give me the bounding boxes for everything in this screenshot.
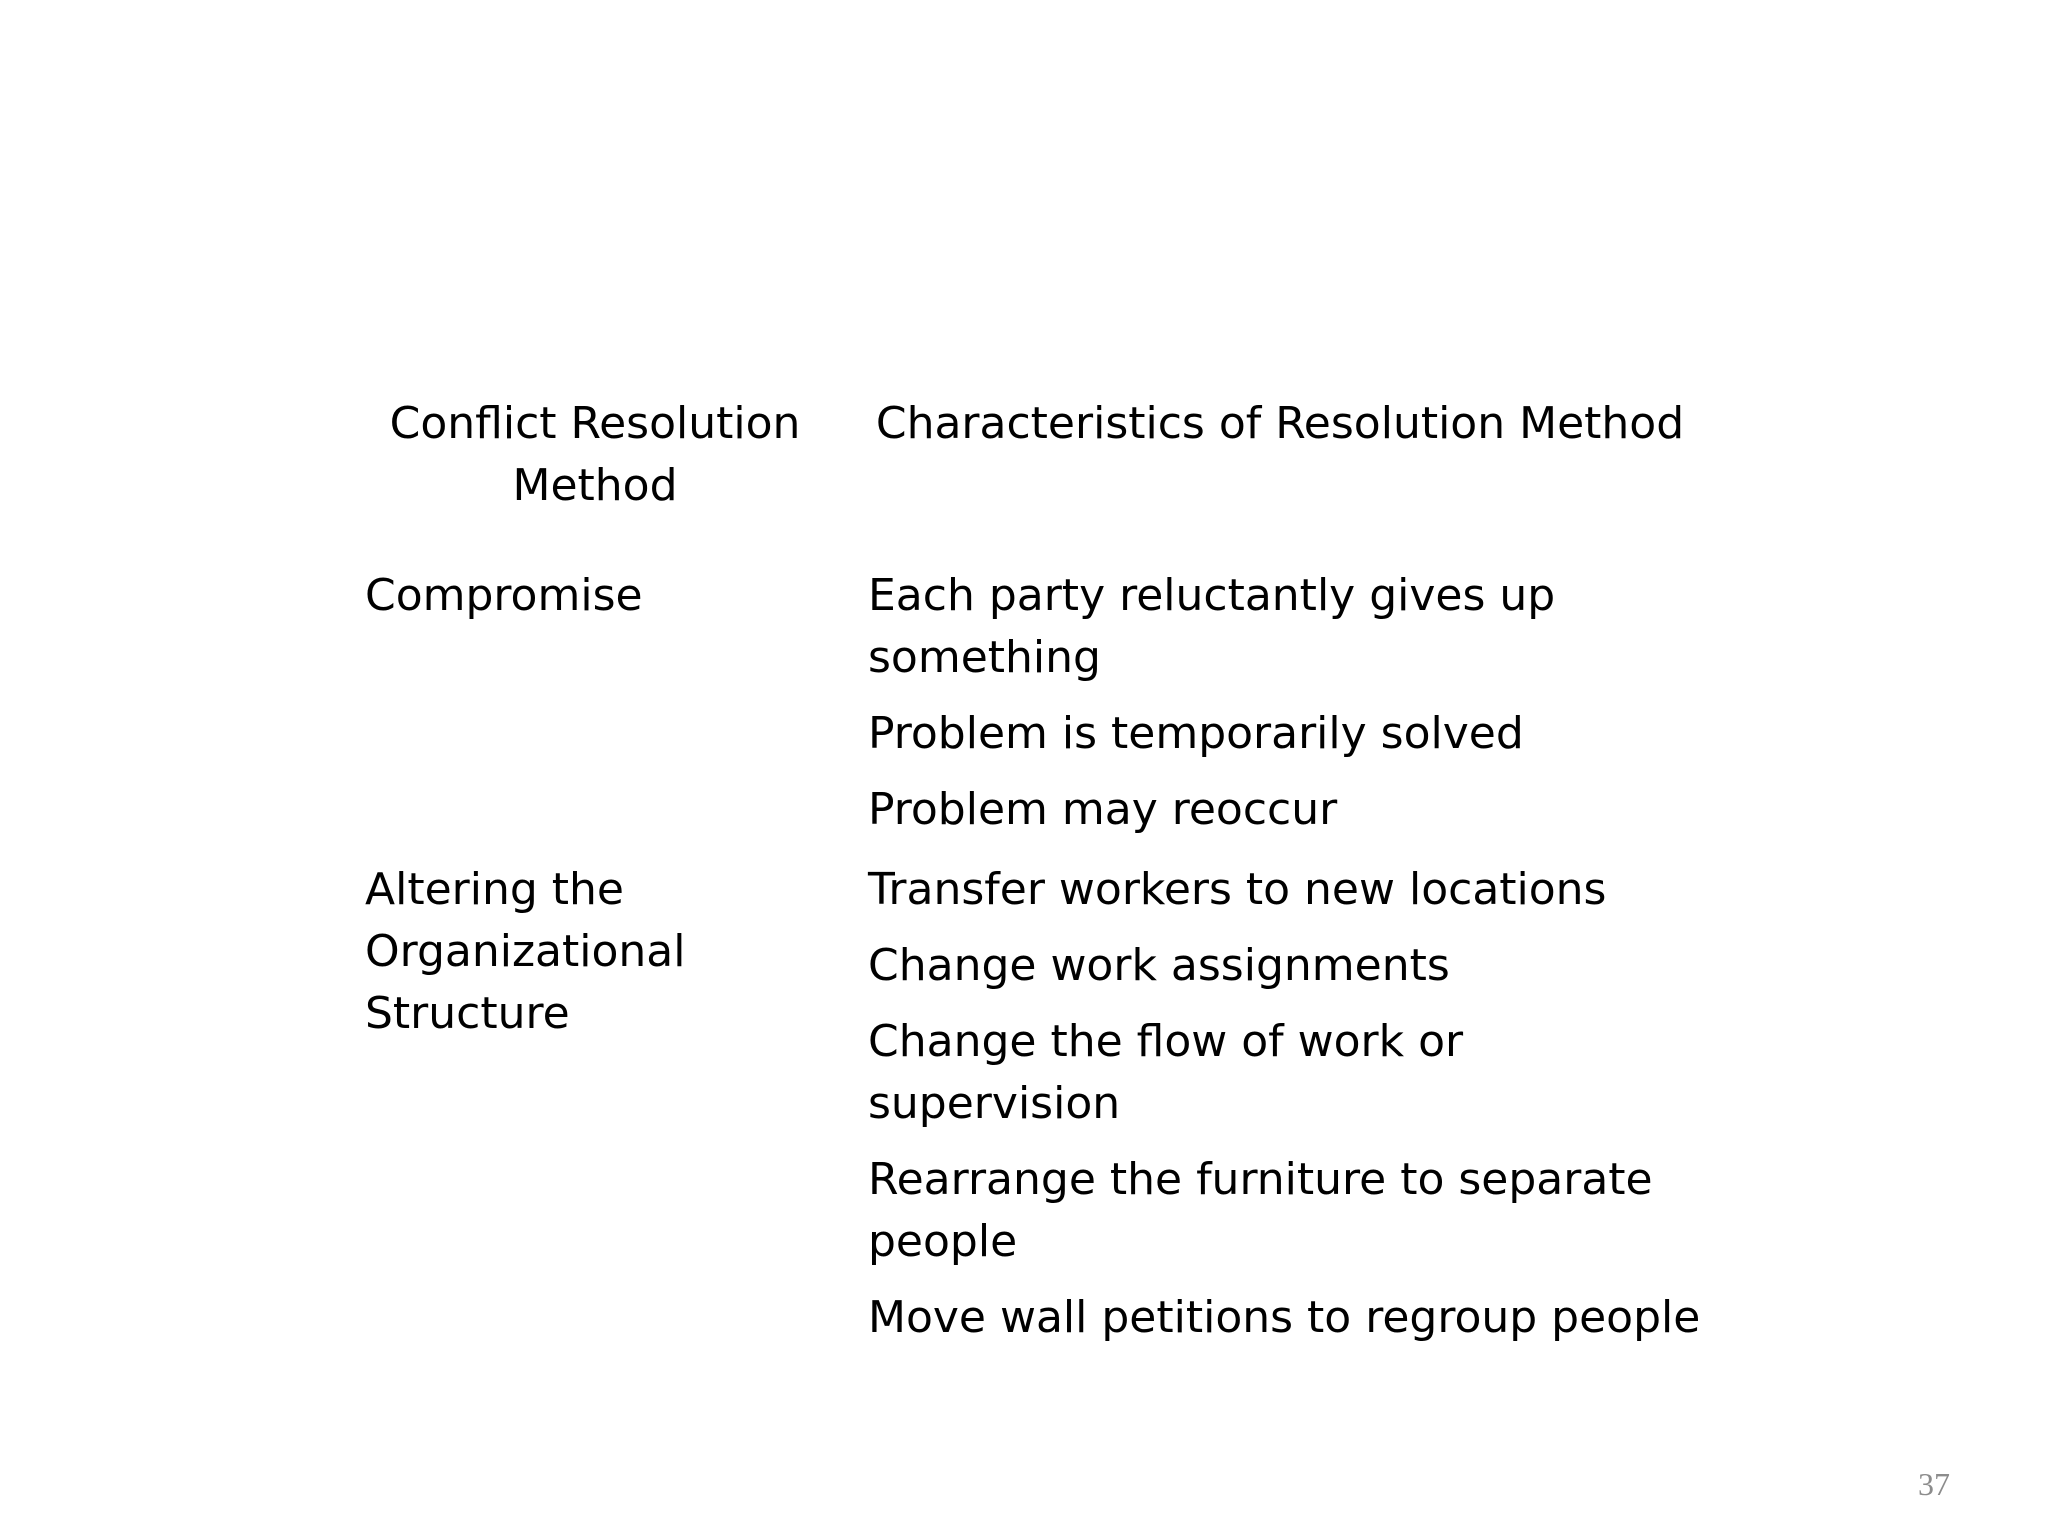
- characteristic-item: Transfer workers to new locations: [868, 864, 1607, 915]
- characteristic-item: Change the flow of work or supervision: [868, 1016, 1464, 1129]
- page-number: 37: [1918, 1466, 1950, 1502]
- characteristic-item: Each party reluctantly gives up something: [868, 570, 1556, 683]
- column-header-characteristics: Characteristics of Resolution Method: [875, 398, 1685, 449]
- characteristic-item: Rearrange the furniture to separate people: [868, 1154, 1653, 1267]
- characteristics-list-altering-structure: [868, 859, 1728, 1363]
- characteristic-item: Problem is temporarily solved: [868, 708, 1524, 759]
- characteristic-item: Problem may reoccur: [868, 784, 1338, 835]
- column-header-method: Conflict Resolution Method: [389, 398, 801, 511]
- characteristics-list-compromise: [868, 565, 1728, 855]
- characteristic-item: Change work assignments: [868, 940, 1450, 991]
- method-altering-organizational-structure: Altering the Organizational Structure: [365, 864, 686, 1039]
- method-compromise: Compromise: [365, 570, 643, 621]
- characteristic-item: Move wall petitions to regroup people: [868, 1292, 1701, 1343]
